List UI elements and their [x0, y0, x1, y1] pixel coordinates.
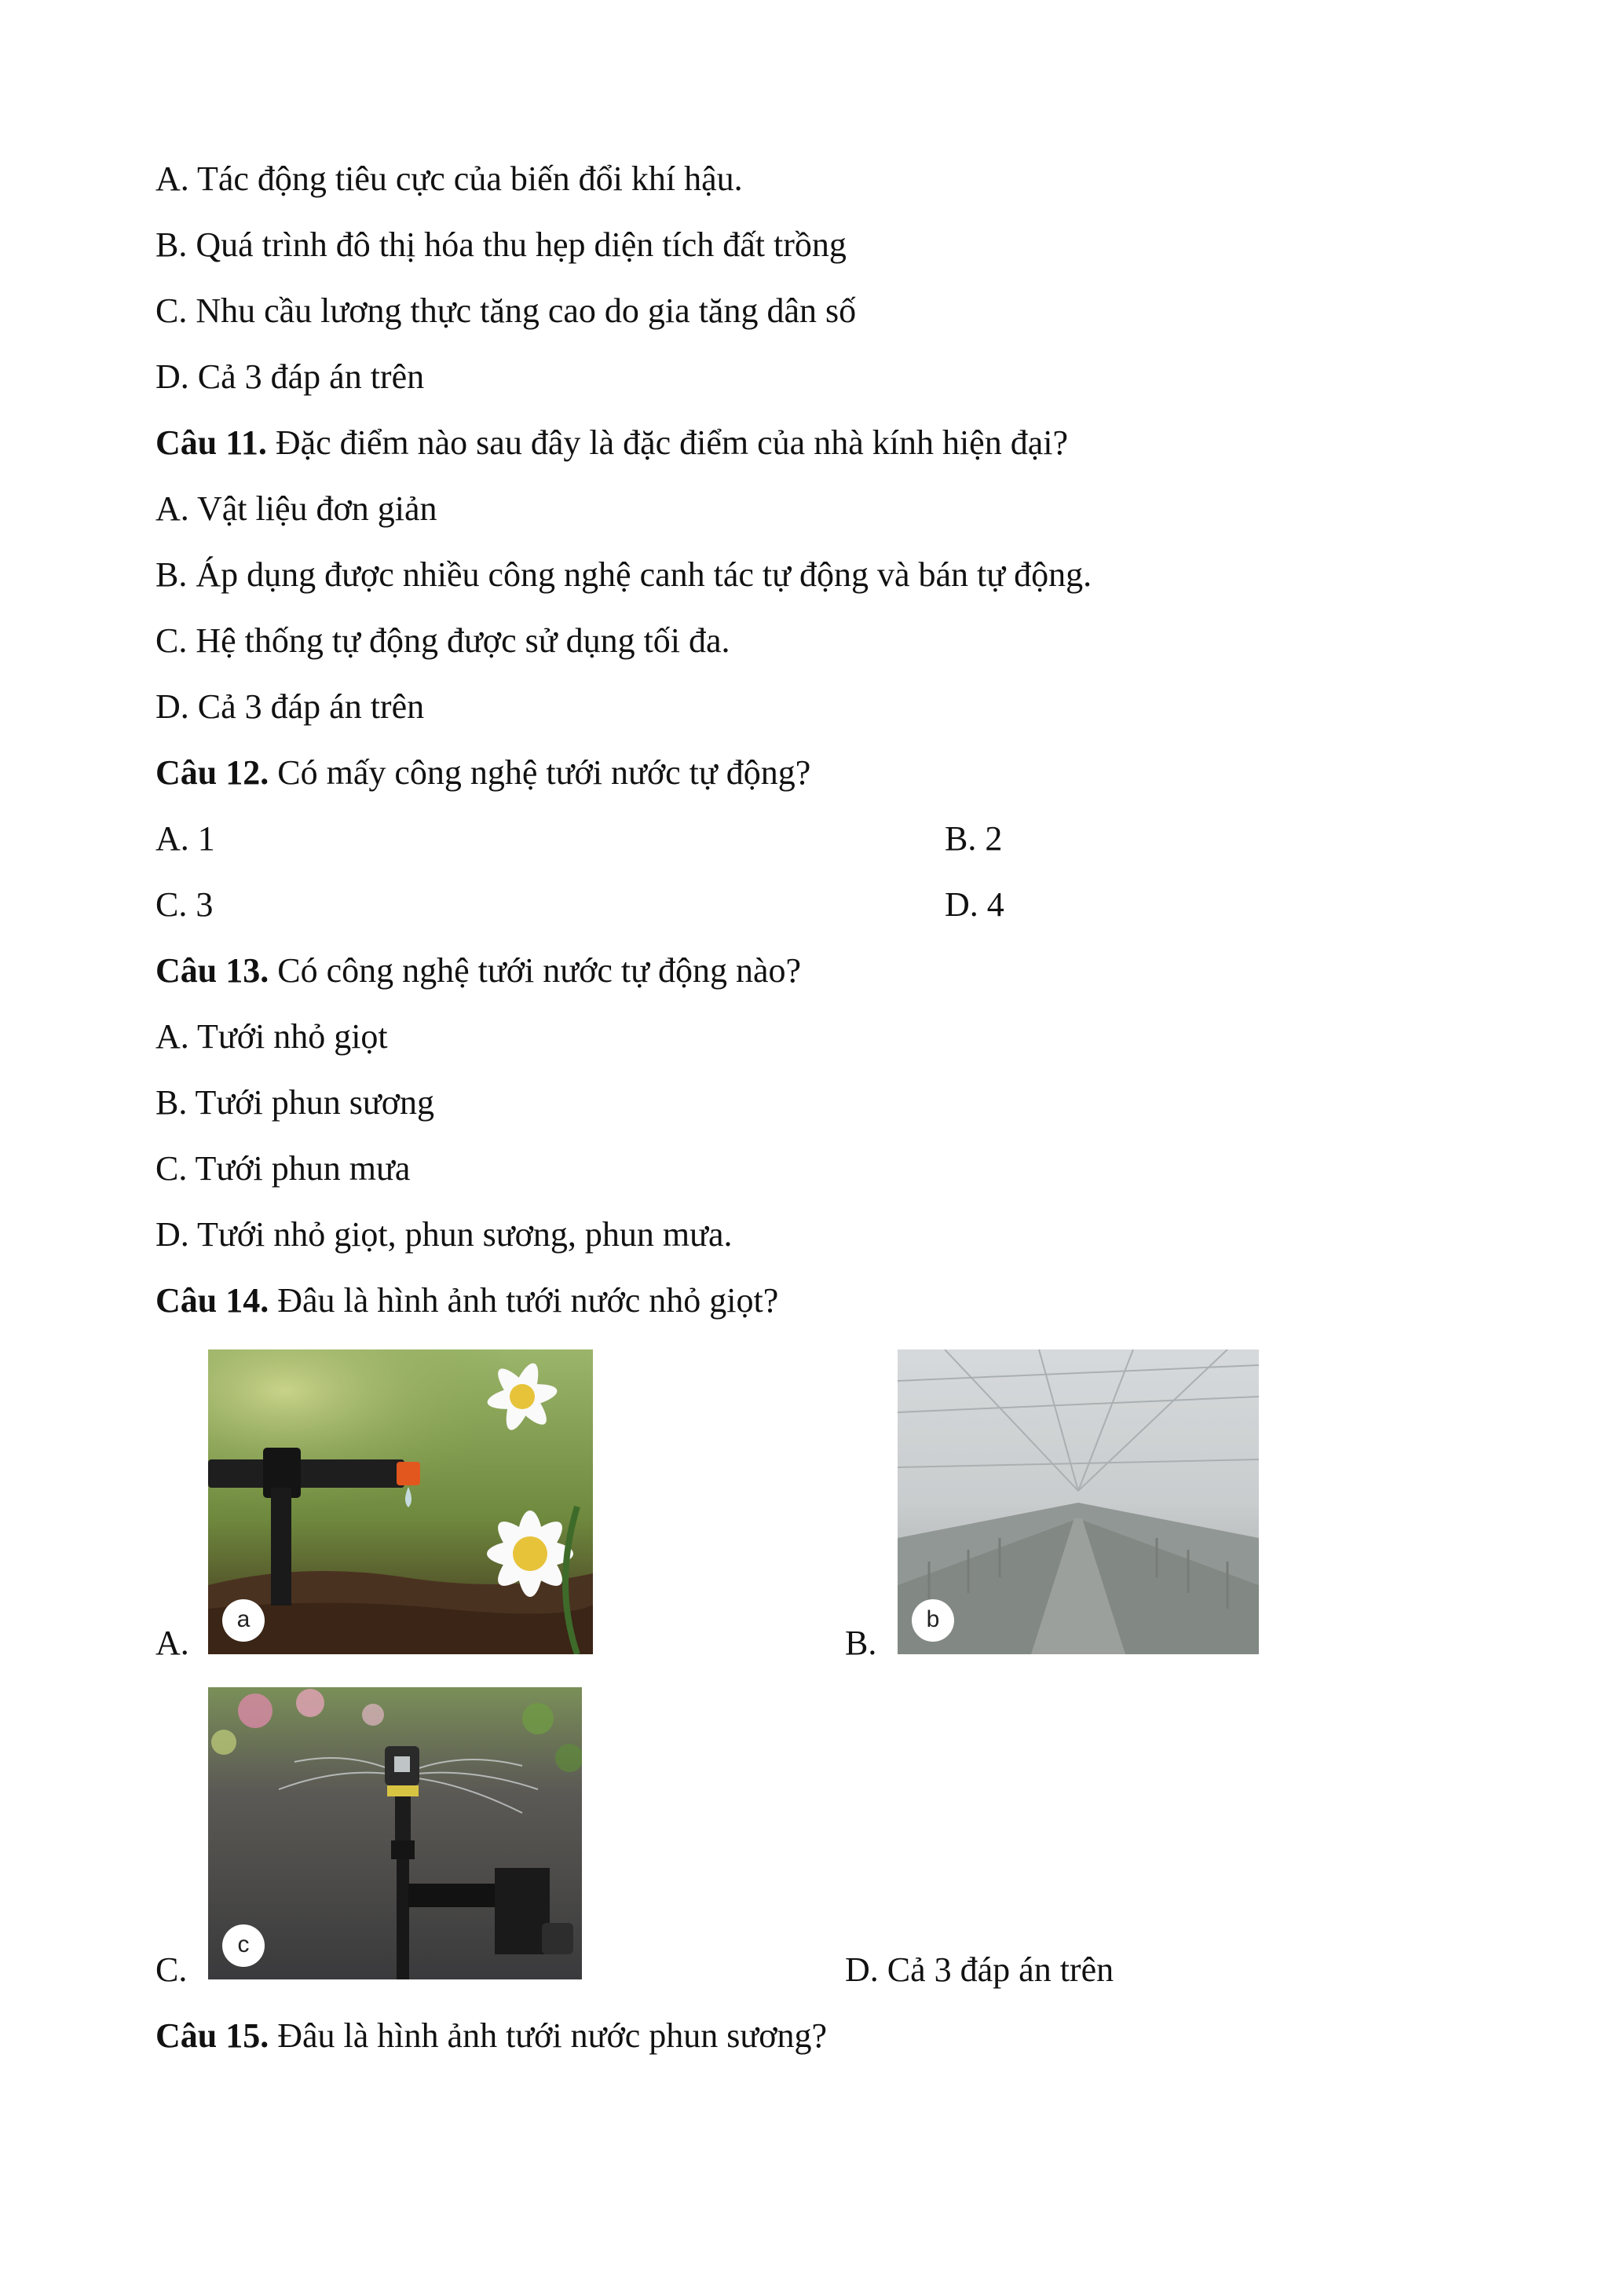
q12-option-d: D. 4	[945, 885, 1004, 924]
q13-question	[155, 949, 801, 993]
q13-option-a: A. Tưới nhỏ giọt	[155, 1017, 388, 1056]
q12-option-b: B. 2	[945, 819, 1003, 858]
sprinkler-irrigation-image	[208, 1687, 582, 1979]
q11-option-a: A. Vật liệu đơn giản	[155, 489, 437, 528]
q14-option-b-label: B.	[845, 1624, 877, 1662]
q14-label: Câu 14.	[155, 1281, 269, 1320]
q10-option-c: C. Nhu cầu lương thực tăng cao do gia tăng dân số	[155, 291, 857, 330]
q12-question	[155, 751, 810, 795]
q14-option-a-label: A.	[155, 1624, 189, 1662]
q12-option-a: A. 1	[155, 819, 215, 858]
q13-option-b: B. Tưới phun sương	[155, 1083, 435, 1122]
q11-question	[155, 421, 1068, 465]
drip-irrigation-photo	[208, 1349, 593, 1654]
q10-option-d: D. Cả 3 đáp án trên	[155, 357, 425, 396]
mist-irrigation-image	[898, 1349, 1259, 1654]
q12-option-c: C. 3	[155, 885, 214, 924]
q13-option-d: D. Tưới nhỏ giọt, phun sương, phun mưa.	[155, 1215, 733, 1254]
q14-text: Đâu là hình ảnh tưới nước nhỏ giọt?	[269, 1281, 779, 1320]
q10-option-a: A. Tác động tiêu cực của biến đổi khí hậu.	[155, 159, 743, 198]
drip-irrigation-image	[208, 1349, 593, 1654]
q15-text: Đâu là hình ảnh tưới nước phun sương?	[269, 2016, 828, 2055]
photo-badge-a: a	[222, 1599, 265, 1642]
q11-option-d: D. Cả 3 đáp án trên	[155, 687, 425, 726]
q15-question	[155, 2014, 827, 2058]
q14-option-d: D. Cả 3 đáp án trên	[845, 1950, 1114, 1989]
q12-label: Câu 12.	[155, 753, 269, 792]
mist-irrigation-photo	[898, 1349, 1259, 1654]
q13-label: Câu 13.	[155, 951, 269, 990]
q11-option-c: C. Hệ thống tự động được sử dụng tối đa.	[155, 621, 730, 660]
q11-label: Câu 11.	[155, 423, 267, 462]
q11-option-b: B. Áp dụng được nhiều công nghệ canh tác tự động và bán tự động.	[155, 555, 1092, 594]
q11-text: Đặc điểm nào sau đây là đặc điểm của nhà kính hiện đại?	[266, 423, 1068, 462]
q12-text: Có mấy công nghệ tưới nước tự động?	[269, 753, 811, 792]
q14-question	[155, 1279, 778, 1323]
q14-option-c-label: C.	[155, 1950, 188, 1989]
q13-text: Có công nghệ tưới nước tự động nào?	[269, 951, 801, 990]
q10-option-b: B. Quá trình đô thị hóa thu hẹp diện tích đất trồng	[155, 225, 847, 264]
photo-badge-b: b	[912, 1599, 954, 1642]
q13-option-c: C. Tưới phun mưa	[155, 1149, 411, 1188]
sprinkler-irrigation-photo	[208, 1687, 582, 1979]
photo-badge-c: c	[222, 1924, 265, 1967]
q15-label: Câu 15.	[155, 2016, 269, 2055]
